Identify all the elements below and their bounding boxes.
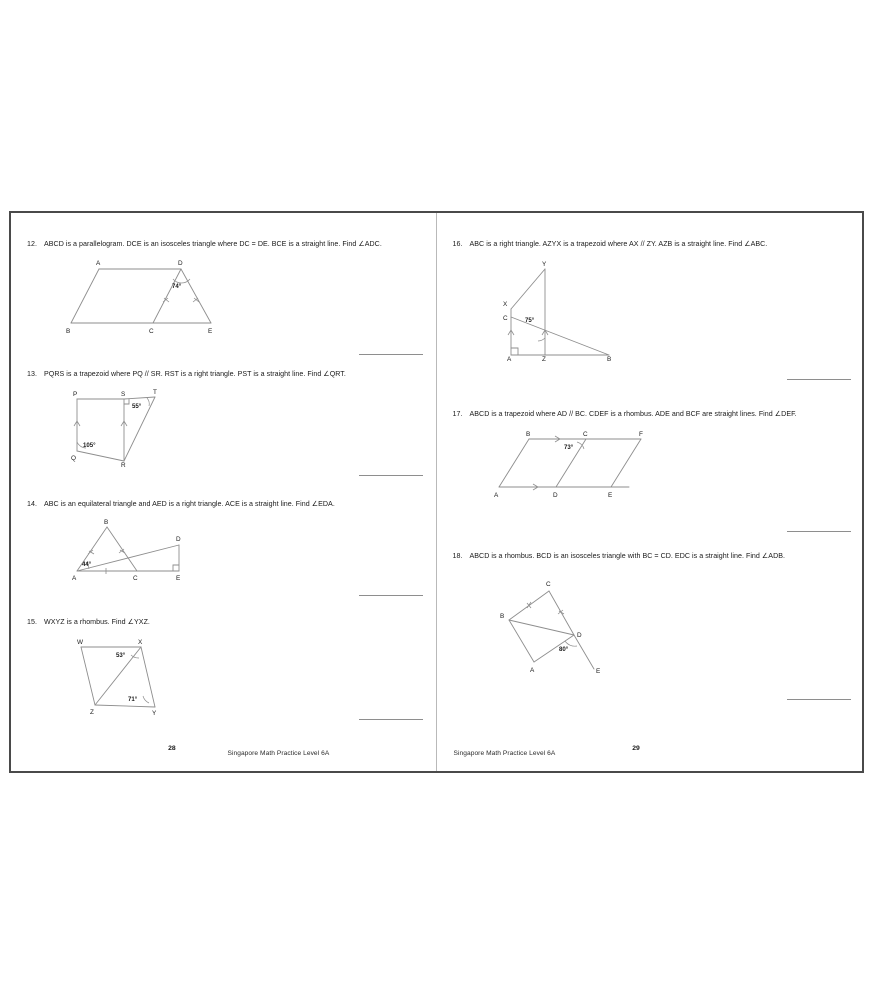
problem-13 bbox=[27, 369, 417, 470]
problem-15-text: WXYZ is a rhombus. Find ∠YXZ. bbox=[44, 618, 150, 626]
figure-16-label-Z: Z bbox=[541, 356, 546, 364]
problem-14-text: ABC is an equilateral triangle and AED is a right triangle. ACE is a straight line. Find ∠EDA. bbox=[44, 500, 335, 508]
problem-17-number: 17. bbox=[452, 410, 463, 418]
figure-14-label-D: D bbox=[176, 536, 181, 544]
figure-17-label-B: B bbox=[525, 431, 530, 439]
problem-12 bbox=[27, 239, 417, 335]
figure-12-label-D: D bbox=[178, 260, 183, 268]
problem-16-answer-blank[interactable] bbox=[787, 379, 851, 380]
problem-18-answer-blank[interactable] bbox=[787, 699, 851, 700]
problem-12-statement bbox=[27, 239, 417, 249]
figure-14-label-C: C bbox=[133, 575, 138, 583]
problem-18-text: ABCD is a rhombus. BCD is an isosceles triangle with BC = CD. EDC is a straight line. Find ∠ADB. bbox=[469, 552, 785, 560]
problem-12-answer-blank[interactable] bbox=[359, 354, 423, 355]
page-number-right: 29 bbox=[632, 745, 640, 752]
figure-12-label-C: C bbox=[149, 328, 154, 336]
figure-16-label-B: B bbox=[606, 356, 611, 364]
footer-title-left: Singapore Math Practice Level 6A bbox=[227, 750, 330, 757]
figure-18-label-A: A bbox=[529, 667, 534, 675]
figure-13-label-S: S bbox=[121, 391, 126, 399]
problem-16 bbox=[452, 239, 843, 364]
figure-13-label-T: T bbox=[153, 389, 157, 397]
problem-16-number: 16. bbox=[452, 240, 463, 248]
figure-16-angle-75: 75° bbox=[524, 317, 534, 325]
problem-14 bbox=[27, 499, 417, 581]
figure-14-angle-44: 44° bbox=[82, 561, 92, 569]
figure-17-label-F: F bbox=[638, 431, 643, 439]
problem-13-number: 13. bbox=[27, 370, 37, 378]
figure-12-label-E: E bbox=[208, 328, 213, 336]
problem-17-figure bbox=[489, 429, 843, 499]
figure-14-label-B: B bbox=[104, 519, 109, 527]
figure-15-label-X: X bbox=[138, 639, 143, 647]
problem-12-text: ABCD is a parallelogram. DCE is an isosceles triangle where DC = DE. BCE is a straight line. Find ∠ADC. bbox=[44, 240, 382, 248]
problem-16-figure bbox=[489, 259, 843, 364]
problem-13-figure bbox=[67, 389, 417, 470]
figure-12-label-B: B bbox=[66, 328, 71, 336]
figure-13-label-R: R bbox=[121, 462, 126, 470]
problem-15-figure bbox=[69, 637, 417, 718]
problem-15-statement bbox=[27, 617, 417, 627]
figure-16-label-X: X bbox=[502, 301, 507, 309]
figure-17-label-D: D bbox=[552, 492, 558, 500]
figure-16-label-Y: Y bbox=[541, 261, 546, 269]
problem-17-answer-blank[interactable] bbox=[787, 531, 851, 532]
workbook-page-left bbox=[11, 213, 437, 771]
figure-14-label-E: E bbox=[176, 575, 181, 583]
figure-17-label-A: A bbox=[493, 492, 498, 500]
workbook-page-right bbox=[437, 213, 863, 771]
problem-17-statement bbox=[453, 409, 843, 419]
problem-15-answer-blank[interactable] bbox=[359, 719, 423, 720]
figure-18-label-E: E bbox=[595, 668, 600, 676]
figure-18-angle-80: 80° bbox=[558, 646, 568, 654]
problem-14-statement bbox=[27, 499, 417, 509]
figure-13-label-P: P bbox=[73, 391, 78, 399]
problem-17 bbox=[453, 409, 843, 499]
problem-13-statement bbox=[27, 369, 417, 379]
problem-13-answer-blank[interactable] bbox=[359, 475, 423, 476]
figure-16-label-A: A bbox=[506, 356, 511, 364]
problem-14-number: 14. bbox=[27, 500, 37, 508]
figure-15-angle-53: 53° bbox=[116, 652, 126, 660]
problem-17-text: ABCD is a trapezoid where AD // BC. CDEF is a rhombus. ADE and BCF are straight lines. Find ∠DEF. bbox=[469, 410, 797, 418]
problem-18-statement bbox=[453, 551, 843, 561]
problem-18 bbox=[453, 551, 843, 675]
footer-left bbox=[11, 745, 436, 759]
figure-13-angle-55: 55° bbox=[132, 403, 142, 411]
figure-15-label-Y: Y bbox=[152, 710, 157, 718]
problem-16-text: ABC is a right triangle. AZYX is a trapezoid where AX // ZY. AZB is a straight line. Find ∠ABC. bbox=[469, 240, 768, 248]
problem-13-text: PQRS is a trapezoid where PQ // SR. RST is a right triangle. PST is a straight line. Find ∠QRT. bbox=[44, 370, 346, 378]
figure-12-label-A: A bbox=[96, 260, 101, 268]
problem-12-number: 12. bbox=[27, 240, 37, 248]
figure-18-label-B: B bbox=[499, 613, 504, 621]
page-number-left: 28 bbox=[168, 745, 176, 752]
problem-12-figure bbox=[63, 257, 417, 335]
problem-15-number: 15. bbox=[27, 618, 37, 626]
figure-17-angle-73: 73° bbox=[563, 444, 573, 452]
figure-17-label-E: E bbox=[607, 492, 612, 500]
figure-14-label-A: A bbox=[72, 575, 77, 583]
figure-17-label-C: C bbox=[582, 431, 588, 439]
problem-14-figure bbox=[69, 519, 417, 581]
figure-15-angle-71: 71° bbox=[128, 696, 138, 704]
footer-right bbox=[437, 745, 863, 759]
figure-16-label-C: C bbox=[502, 315, 508, 323]
figure-15-label-W: W bbox=[77, 639, 84, 647]
figure-18-label-D: D bbox=[576, 632, 582, 640]
figure-18-label-C: C bbox=[545, 581, 551, 589]
open-workbook-spread bbox=[9, 211, 864, 773]
problem-14-answer-blank[interactable] bbox=[359, 595, 423, 596]
figure-12-angle-74: 74° bbox=[172, 283, 182, 291]
figure-15-label-Z: Z bbox=[90, 709, 94, 717]
footer-title-right: Singapore Math Practice Level 6A bbox=[453, 750, 556, 757]
figure-13-angle-105: 105° bbox=[83, 442, 96, 450]
problem-18-number: 18. bbox=[452, 552, 463, 560]
problem-15 bbox=[27, 617, 417, 718]
problem-18-figure bbox=[489, 573, 843, 675]
figure-13-label-Q: Q bbox=[71, 455, 76, 463]
problem-16-statement bbox=[453, 239, 843, 249]
